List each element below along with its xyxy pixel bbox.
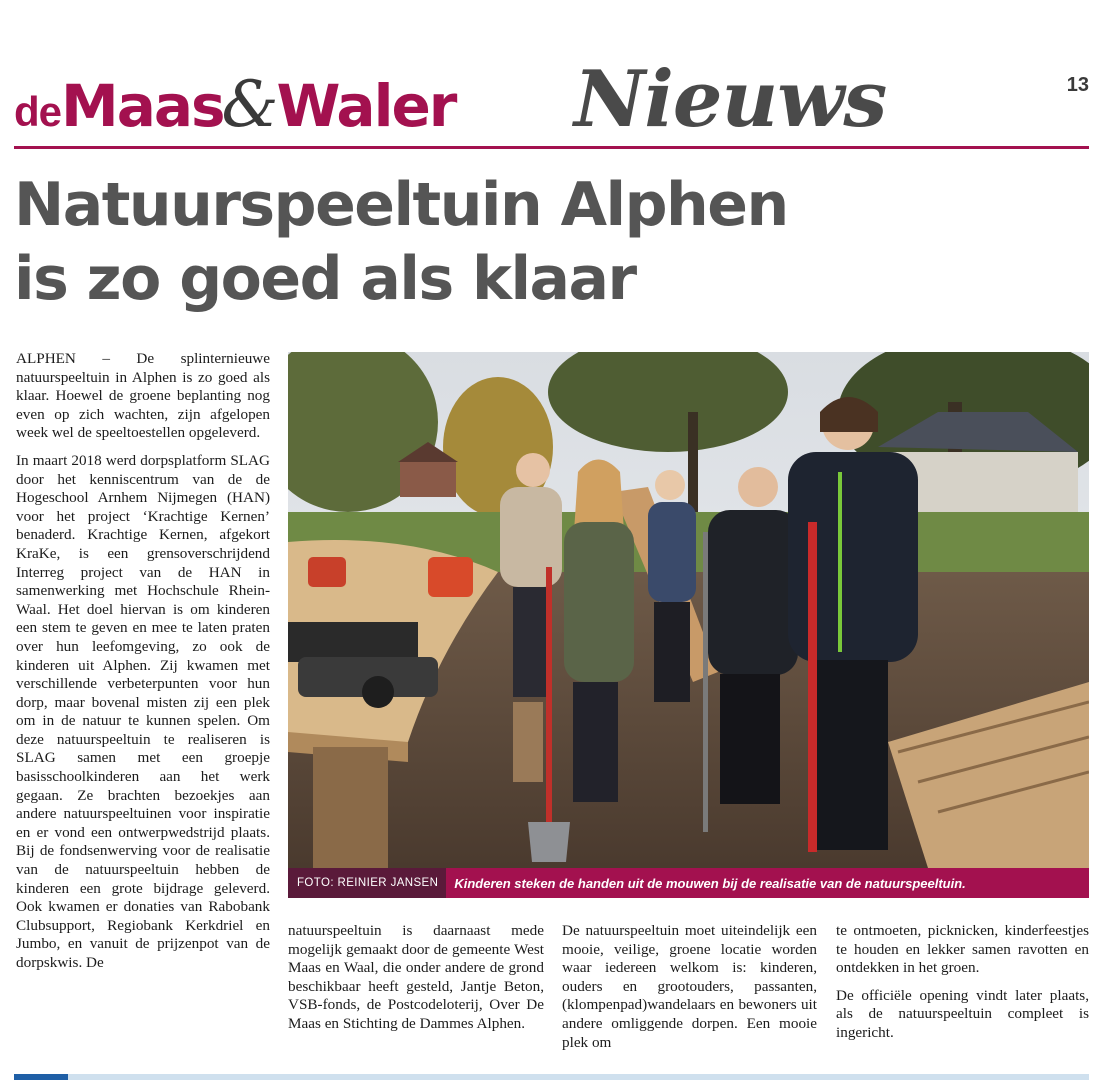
- body-paragraph: De officiële opening vindt later plaats, als de natuurspeeltuin compleet is ingericht.: [836, 986, 1089, 1041]
- body-paragraph: In maart 2018 werd dorpsplatform SLAG door het kenniscentrum van de de Hogeschool Arnhem Nijmegen (HAN) voor het project ‘Krachtige Kernen’ benaderd. Krachtige Kernen, afgekort KraKe, is een grensoverschrijdend Interreg project van de HAN in samenwerking met Hochschule Rhein-Waal. Het doel hiervan is om kinderen een stem te geven en mee te laten praten over hun leefomgeving, zo ook de kinderen uit Alphen. Zij kwamen met verschillende verbeterpunten voor hun dorp, maar bovenal misten zij een plek om in de natuur te kunnen spelen. Om deze natuurspeeltuin te realiseren is SLAG samen met een groepje basisschoolkinderen aan het werk gegaan. Ze brachten bezoekjes aan andere natuurspeeltuinen voor inspiratie en er vond een ontwerpwedstrijd plaats. Bij de fondsenwerving voor de realisatie van de natuurspeeltuin hebben de kinderen een grote bijdrage geleverd. Ook kwamen er donaties van Rabobank Clubsupport, Regiobank Kerkdriel en Jumbo, en vanuit de prijzenpot van de dorpskwis. De: [16, 451, 270, 971]
- logo-waler: Waler: [276, 72, 456, 140]
- photo-caption: Kinderen steken de handen uit de mouwen bij de realisatie van de natuurspeeltuin.: [454, 875, 966, 891]
- logo-de: de: [14, 88, 62, 135]
- body-paragraph: De natuurspeeltuin moet uiteindelijk een mooie, veilige, groene locatie worden waar iedereen welkom is: kinderen, ouders en grootouders, passanten, (klompenpad)wandelaars en bewoners uit andere omliggende dorpen. Een mooie plek om: [562, 922, 817, 1051]
- article-column-4: [836, 922, 1089, 1052]
- headline-line-2: is zo goed als klaar: [14, 244, 636, 314]
- article-photo[interactable]: [288, 352, 1089, 898]
- footer-strip: [14, 1074, 1089, 1080]
- newspaper-logo[interactable]: [14, 68, 455, 148]
- body-paragraph: te ontmoeten, picknicken, kinderfeestjes te houden en lekker samen ravotten en ontdekken in het groen.: [836, 922, 1089, 977]
- body-paragraph: natuurspeeltuin is daarnaast mede mogelijk gemaakt door de gemeente West Maas en Waal, die onder andere de grond beschikbaar heeft gesteld, Jantje Beton, VSB-fonds, de Postcodeloterij, Over De Maas en Stichting de Dammes Alphen.: [288, 922, 544, 1032]
- photo-caption-bar: [288, 868, 1089, 898]
- photo-credit: FOTO: REINIER JANSEN: [288, 868, 446, 898]
- lead-paragraph: ALPHEN – De splinternieuwe natuurspeeltuin in Alphen is zo goed als klaar. Hoewel de groene beplanting nog even op zich wachten, zijn afgelopen week wel de speeltoestellen opgeleverd.: [16, 350, 270, 442]
- section-title: Nieuws: [574, 54, 887, 145]
- photo-illustration: [288, 352, 1089, 868]
- masthead: [14, 54, 1089, 150]
- article-column-1: [16, 350, 270, 982]
- article-headline: [14, 168, 1089, 316]
- masthead-divider: [14, 146, 1089, 149]
- logo-maas: Maas: [61, 72, 224, 140]
- headline-line-1: Natuurspeeltuin Alphen: [14, 170, 788, 240]
- article-column-2: [288, 922, 544, 1043]
- article-column-3: [562, 922, 817, 1061]
- page-number: 13: [1066, 74, 1089, 96]
- logo-ampersand: &: [221, 68, 279, 142]
